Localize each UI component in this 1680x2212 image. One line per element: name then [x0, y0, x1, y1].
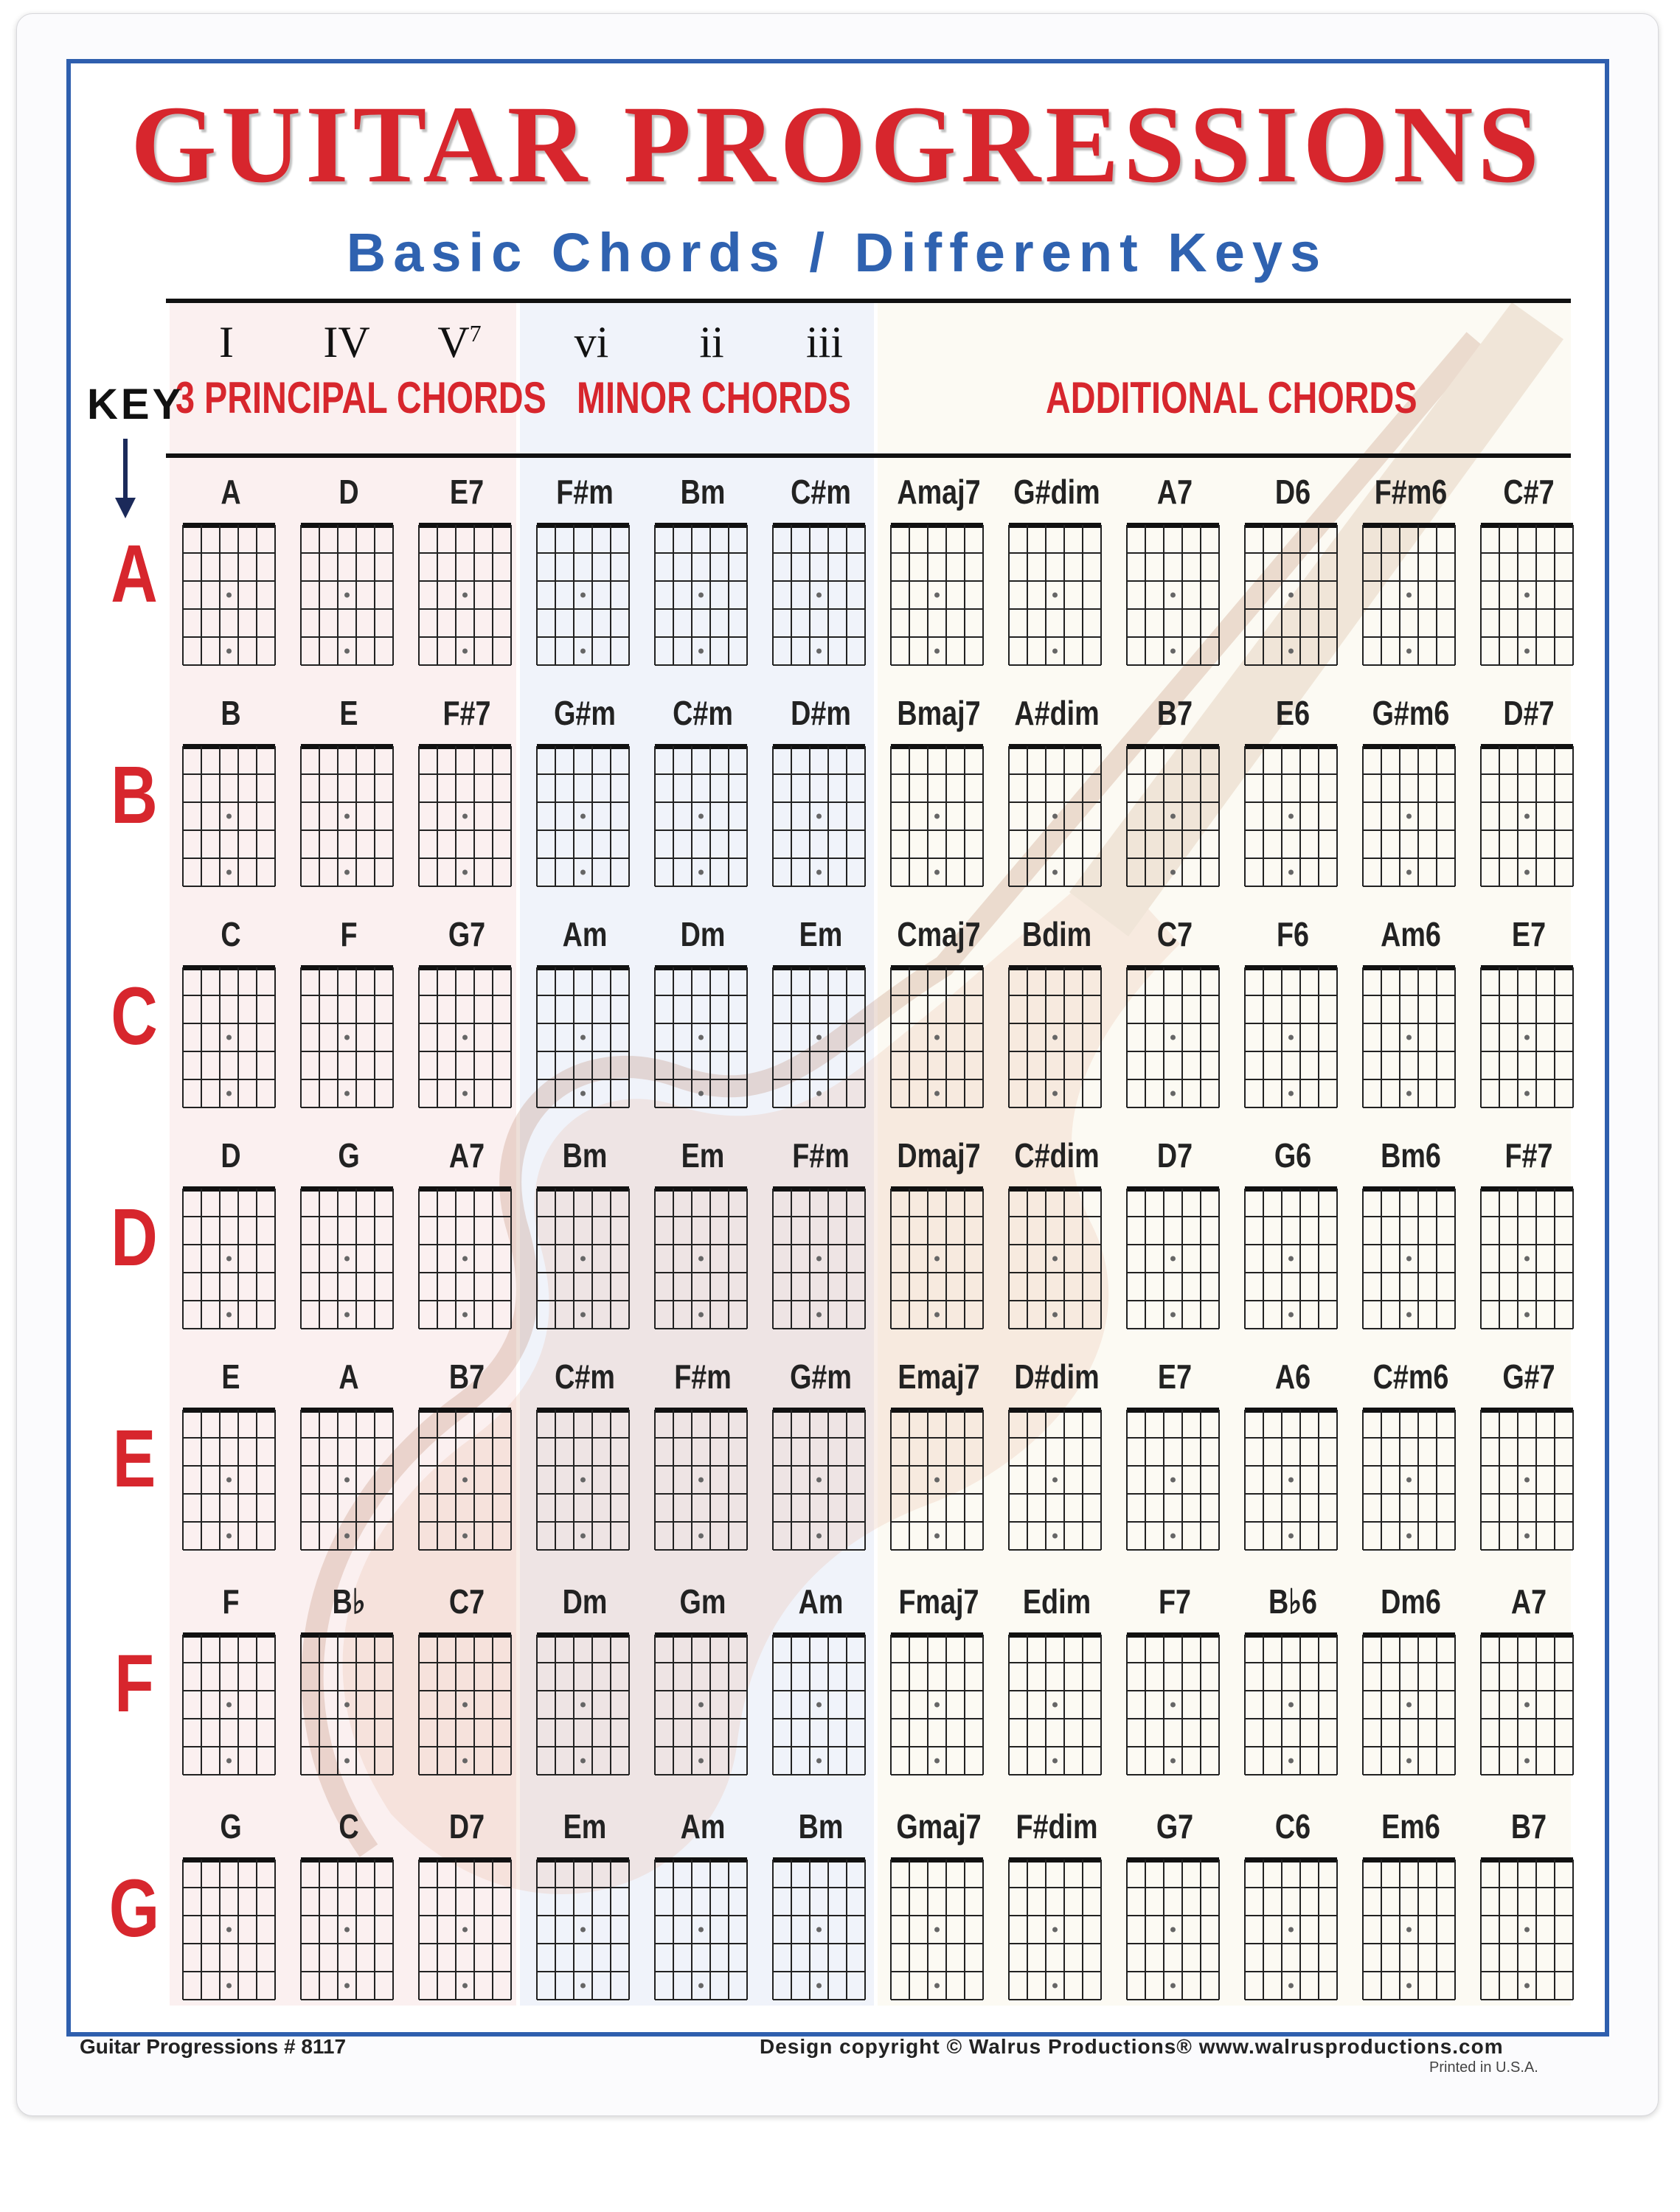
footer-product-number: Guitar Progressions # 8117	[80, 2035, 347, 2058]
chord-cell	[412, 1806, 522, 2020]
numeral-I: I	[219, 318, 234, 366]
chord-cell	[1356, 1806, 1466, 2020]
chord-cell	[412, 1135, 522, 1349]
chord-name: Dm	[562, 1582, 608, 1621]
chord-name: G7	[1156, 1807, 1194, 1846]
chord-cell	[294, 914, 404, 1128]
fretboard-diagram	[530, 518, 640, 676]
fretboard-diagram	[176, 518, 286, 676]
chord-cell	[1356, 1135, 1466, 1349]
fretboard-diagram	[1356, 739, 1466, 897]
chord-cell	[766, 1582, 876, 1795]
fretboard-diagram	[176, 1627, 286, 1786]
chord-cell	[648, 1582, 758, 1795]
fretboard-diagram	[1002, 1402, 1112, 1561]
chord-cell	[1356, 1582, 1466, 1795]
chord-name: C	[339, 1807, 359, 1846]
chord-cell	[294, 693, 404, 907]
chord-cell	[1002, 1582, 1112, 1795]
chord-name: D7	[448, 1807, 485, 1846]
chord-name: G#m	[554, 694, 616, 732]
fretboard-diagram	[1238, 1402, 1348, 1561]
fretboard-diagram	[1238, 1627, 1348, 1786]
fretboard-diagram	[176, 1402, 286, 1561]
fretboard-diagram	[1120, 1627, 1230, 1786]
chord-cell	[412, 914, 522, 1128]
chord-cell	[1474, 914, 1584, 1128]
fretboard-diagram	[294, 1627, 404, 1786]
fretboard-diagram	[294, 739, 404, 897]
chord-name: Dm	[680, 915, 726, 953]
chord-name: B7	[448, 1357, 485, 1396]
chord-cell	[294, 1806, 404, 2020]
fretboard-diagram	[1238, 518, 1348, 676]
chord-cell	[176, 1135, 286, 1349]
chord-name: G	[220, 1807, 242, 1846]
fretboard-diagram	[530, 1181, 640, 1340]
chord-cell	[1002, 693, 1112, 907]
chord-name: F#m	[674, 1357, 732, 1396]
chord-cell	[530, 472, 640, 686]
fretboard-diagram	[766, 1627, 876, 1786]
chord-name: Gm	[679, 1582, 726, 1621]
fretboard-diagram	[1474, 518, 1584, 676]
fretboard-diagram	[766, 1402, 876, 1561]
chord-cell	[1356, 693, 1466, 907]
fretboard-diagram	[1002, 1852, 1112, 2011]
key-letter-C: C	[111, 971, 158, 1062]
fretboard-diagram	[648, 960, 758, 1119]
chord-name: F	[222, 1582, 240, 1621]
numeral-V-text: V	[437, 318, 470, 366]
key-letter-D: D	[111, 1192, 158, 1283]
fretboard-diagram	[1002, 960, 1112, 1119]
fretboard-diagram	[884, 1627, 994, 1786]
chord-name: A	[339, 1357, 359, 1396]
chord-cell	[412, 1582, 522, 1795]
chord-name: D	[221, 1136, 241, 1175]
chord-cell	[1474, 1135, 1584, 1349]
fretboard-diagram	[1356, 1181, 1466, 1340]
chord-name: B7	[1510, 1807, 1547, 1846]
chord-cell	[530, 1582, 640, 1795]
chord-cell	[176, 1582, 286, 1795]
chord-name: G7	[448, 915, 486, 953]
chord-name: G#7	[1502, 1357, 1555, 1396]
fretboard-diagram	[766, 960, 876, 1119]
chord-cell	[1238, 914, 1348, 1128]
chord-name: Am	[680, 1807, 726, 1846]
fretboard-diagram	[294, 960, 404, 1119]
chord-name: D6	[1274, 473, 1311, 511]
chord-cell	[530, 1357, 640, 1571]
fretboard-diagram	[530, 739, 640, 897]
chord-cell	[1120, 1806, 1230, 2020]
chord-cell	[648, 1806, 758, 2020]
fretboard-diagram	[1120, 1402, 1230, 1561]
chord-cell	[294, 472, 404, 686]
fretboard-diagram	[530, 1627, 640, 1786]
chord-name: D#m	[791, 694, 851, 732]
chord-cell	[884, 1582, 994, 1795]
fretboard-diagram	[1120, 1852, 1230, 2011]
fretboard-diagram	[1474, 1852, 1584, 2011]
chord-cell	[648, 1135, 758, 1349]
chord-cell	[1238, 693, 1348, 907]
fretboard-diagram	[412, 739, 522, 897]
chord-cell	[294, 1582, 404, 1795]
chord-cell	[530, 1135, 640, 1349]
chord-name: A7	[1156, 473, 1193, 511]
chord-cell	[1002, 1357, 1112, 1571]
fretboard-diagram	[648, 1181, 758, 1340]
chord-name: E7	[1511, 915, 1547, 953]
fretboard-diagram	[648, 739, 758, 897]
chord-name: Em	[563, 1807, 607, 1846]
chord-name: Bm	[798, 1807, 844, 1846]
chord-cell	[1356, 914, 1466, 1128]
chord-cell	[884, 1806, 994, 2020]
fretboard-diagram	[648, 1402, 758, 1561]
fretboard-diagram	[1474, 1402, 1584, 1561]
chord-cell	[294, 1135, 404, 1349]
chord-cell	[412, 693, 522, 907]
chord-name: E7	[1157, 1357, 1193, 1396]
chord-name: C#m	[673, 694, 733, 732]
chord-cell	[1120, 472, 1230, 686]
chord-name: B♭	[332, 1582, 366, 1621]
chord-cell	[1120, 1357, 1230, 1571]
chord-cell	[766, 1806, 876, 2020]
chord-cell	[1474, 1357, 1584, 1571]
chord-name: D#7	[1503, 694, 1555, 732]
fretboard-diagram	[1120, 1181, 1230, 1340]
fretboard-diagram	[1238, 739, 1348, 897]
chord-cell	[1002, 1135, 1112, 1349]
chord-name: F#m6	[1374, 473, 1448, 511]
chord-name: Bm	[562, 1136, 608, 1175]
footer-printed-in: Printed in U.S.A.	[1429, 2059, 1538, 2076]
chord-cell	[412, 1357, 522, 1571]
chord-name: B♭6	[1268, 1582, 1318, 1621]
chord-name: F	[340, 915, 358, 953]
chord-cell	[1002, 472, 1112, 686]
fretboard-diagram	[1474, 739, 1584, 897]
chord-cell	[176, 693, 286, 907]
numeral-iii: iii	[805, 318, 843, 366]
key-letter-E: E	[112, 1413, 156, 1504]
chord-name: Emaj7	[898, 1357, 980, 1396]
page-title: GUITAR PROGRESSIONS	[131, 83, 1544, 206]
chord-name: G#m6	[1372, 694, 1450, 732]
chord-cell	[176, 1806, 286, 2020]
chord-cell	[1474, 472, 1584, 686]
key-letter-A: A	[111, 529, 158, 619]
fretboard-diagram	[766, 1852, 876, 2011]
chord-name: E7	[449, 473, 485, 511]
fretboard-diagram	[176, 739, 286, 897]
chord-cell	[648, 472, 758, 686]
chord-name: C#m6	[1372, 1357, 1449, 1396]
fretboard-diagram	[884, 1402, 994, 1561]
fretboard-diagram	[1002, 739, 1112, 897]
chord-name: Fmaj7	[898, 1582, 979, 1621]
chord-cell	[1474, 1806, 1584, 2020]
chord-name: F#dim	[1016, 1807, 1098, 1846]
chord-name: A7	[1510, 1582, 1547, 1621]
fretboard-diagram	[1474, 960, 1584, 1119]
chord-name: B	[221, 694, 241, 732]
chord-name: E	[221, 1357, 240, 1396]
chord-cell	[412, 472, 522, 686]
chord-cell	[530, 914, 640, 1128]
fretboard-diagram	[648, 1627, 758, 1786]
fretboard-diagram	[412, 1627, 522, 1786]
group-additional-chords: ADDITIONAL CHORDS	[1046, 373, 1417, 422]
chord-cell	[766, 1135, 876, 1349]
fretboard-diagram	[294, 1402, 404, 1561]
chord-name: F#m	[556, 473, 614, 511]
chord-name: C#7	[1503, 473, 1555, 511]
chord-name: Edim	[1022, 1582, 1091, 1621]
fretboard-diagram	[884, 518, 994, 676]
chord-name: Em	[799, 915, 843, 953]
chord-name: F#7	[442, 694, 491, 732]
fretboard-diagram	[1356, 1852, 1466, 2011]
chord-name: Em6	[1381, 1807, 1440, 1846]
fretboard-diagram	[1002, 1181, 1112, 1340]
chord-cell	[176, 472, 286, 686]
key-letter-B: B	[111, 750, 158, 841]
group-minor-chords: MINOR CHORDS	[577, 373, 851, 422]
numeral-vi: vi	[574, 318, 609, 366]
chord-cell	[766, 472, 876, 686]
key-label: KEY	[87, 380, 184, 428]
chord-cell	[884, 1135, 994, 1349]
page-subtitle: Basic Chords / Different Keys	[346, 222, 1328, 283]
chord-name: Em	[681, 1136, 725, 1175]
fretboard-diagram	[530, 1852, 640, 2011]
fretboard-diagram	[176, 960, 286, 1119]
chord-cell	[1120, 693, 1230, 907]
chord-cell	[648, 1357, 758, 1571]
fretboard-diagram	[412, 518, 522, 676]
chord-name: D#dim	[1014, 1357, 1100, 1396]
chord-name: F7	[1158, 1582, 1192, 1621]
chord-cell	[294, 1357, 404, 1571]
fretboard-diagram	[530, 1402, 640, 1561]
chord-cell	[176, 1357, 286, 1571]
chord-name: E	[339, 694, 358, 732]
fretboard-diagram	[294, 1852, 404, 2011]
chord-cell	[884, 693, 994, 907]
chord-name: Bdim	[1021, 915, 1092, 953]
fretboard-diagram	[766, 1181, 876, 1340]
chord-cell	[1238, 1357, 1348, 1571]
chord-name: Am	[798, 1582, 844, 1621]
chord-cell	[530, 1806, 640, 2020]
fretboard-diagram	[412, 1181, 522, 1340]
chord-name: D7	[1156, 1136, 1193, 1175]
fretboard-diagram	[412, 960, 522, 1119]
fretboard-diagram	[1474, 1627, 1584, 1786]
fretboard-diagram	[530, 960, 640, 1119]
chord-name: A6	[1274, 1357, 1311, 1396]
chord-name: C7	[1156, 915, 1193, 953]
chord-name: D	[339, 473, 359, 511]
fretboard-diagram	[884, 739, 994, 897]
fretboard-diagram	[884, 1852, 994, 2011]
chord-name: A	[221, 473, 241, 511]
chord-name: F6	[1276, 915, 1310, 953]
chord-name: F#7	[1504, 1136, 1553, 1175]
group-principal-chords: 3 PRINCIPAL CHORDS	[176, 373, 546, 422]
fretboard-diagram	[1002, 1627, 1112, 1786]
key-letter-G: G	[108, 1863, 160, 1954]
chord-name: Am6	[1381, 915, 1441, 953]
chord-name: C#m	[791, 473, 851, 511]
chord-name: F#m	[792, 1136, 850, 1175]
chord-name: G#m	[790, 1357, 852, 1396]
fretboard-diagram	[1120, 518, 1230, 676]
chord-cell	[1002, 1806, 1112, 2020]
chord-name: Bm6	[1381, 1136, 1441, 1175]
fretboard-diagram	[294, 1181, 404, 1340]
chord-cell	[176, 914, 286, 1128]
chord-cell	[1238, 1582, 1348, 1795]
chord-cell	[1238, 1806, 1348, 2020]
chord-cell	[884, 1357, 994, 1571]
fretboard-diagram	[1356, 518, 1466, 676]
numeral-IV: IV	[323, 318, 370, 366]
chord-name: C6	[1274, 1807, 1311, 1846]
chord-cell	[1120, 1582, 1230, 1795]
fretboard-diagram	[1238, 1852, 1348, 2011]
fretboard-diagram	[1474, 1181, 1584, 1340]
fretboard-diagram	[412, 1852, 522, 2011]
numeral-ii: ii	[699, 318, 724, 366]
fretboard-diagram	[766, 518, 876, 676]
fretboard-diagram	[884, 1181, 994, 1340]
numeral-V-superscript: 7	[469, 320, 482, 347]
chord-name: E6	[1275, 694, 1311, 732]
chord-cell	[1002, 914, 1112, 1128]
fretboard-diagram	[1120, 739, 1230, 897]
chord-cell	[1120, 914, 1230, 1128]
fretboard-diagram	[176, 1181, 286, 1340]
footer-copyright: Design copyright © Walrus Productions® www.walrusproductions.com	[760, 2035, 1504, 2058]
chord-name: G#dim	[1013, 473, 1100, 511]
chord-name: C#dim	[1014, 1136, 1100, 1175]
chord-cell	[1238, 472, 1348, 686]
chord-cell	[766, 1357, 876, 1571]
fretboard-diagram	[294, 518, 404, 676]
chord-name: G6	[1274, 1136, 1312, 1175]
fretboard-diagram	[1238, 960, 1348, 1119]
chord-name: Bmaj7	[897, 694, 981, 732]
chord-name: Am	[562, 915, 608, 953]
key-letter-F: F	[114, 1638, 154, 1729]
chord-cell	[1356, 1357, 1466, 1571]
chord-cell	[766, 914, 876, 1128]
chord-name: Cmaj7	[897, 915, 981, 953]
chord-cell	[1474, 1582, 1584, 1795]
chord-name: Bm	[680, 473, 726, 511]
fretboard-diagram	[766, 739, 876, 897]
fretboard-diagram	[176, 1852, 286, 2011]
chord-name: G	[338, 1136, 360, 1175]
chord-cell	[1120, 1135, 1230, 1349]
chord-name: C7	[448, 1582, 485, 1621]
chord-name: B7	[1156, 694, 1193, 732]
fretboard-diagram	[1356, 1627, 1466, 1786]
fretboard-diagram	[648, 518, 758, 676]
fretboard-diagram	[412, 1402, 522, 1561]
chord-cell	[648, 914, 758, 1128]
chord-name: Dmaj7	[897, 1136, 981, 1175]
chord-name: C#m	[555, 1357, 615, 1396]
chord-cell	[648, 693, 758, 907]
chord-cell	[1238, 1135, 1348, 1349]
chord-cell	[884, 914, 994, 1128]
fretboard-diagram	[1120, 960, 1230, 1119]
fretboard-diagram	[1356, 960, 1466, 1119]
chord-name: Gmaj7	[896, 1807, 982, 1846]
chord-cell	[1356, 472, 1466, 686]
chord-cell	[884, 472, 994, 686]
fretboard-diagram	[1356, 1402, 1466, 1561]
chord-cell	[1474, 693, 1584, 907]
chord-name: Dm6	[1381, 1582, 1441, 1621]
chord-cell	[530, 693, 640, 907]
fretboard-diagram	[1238, 1181, 1348, 1340]
chord-cell	[766, 693, 876, 907]
chord-name: A7	[448, 1136, 485, 1175]
chord-name: Amaj7	[897, 473, 981, 511]
fretboard-diagram	[1002, 518, 1112, 676]
chord-name: C	[221, 915, 241, 953]
chord-name: A#dim	[1014, 694, 1100, 732]
fretboard-diagram	[648, 1852, 758, 2011]
fretboard-diagram	[884, 960, 994, 1119]
